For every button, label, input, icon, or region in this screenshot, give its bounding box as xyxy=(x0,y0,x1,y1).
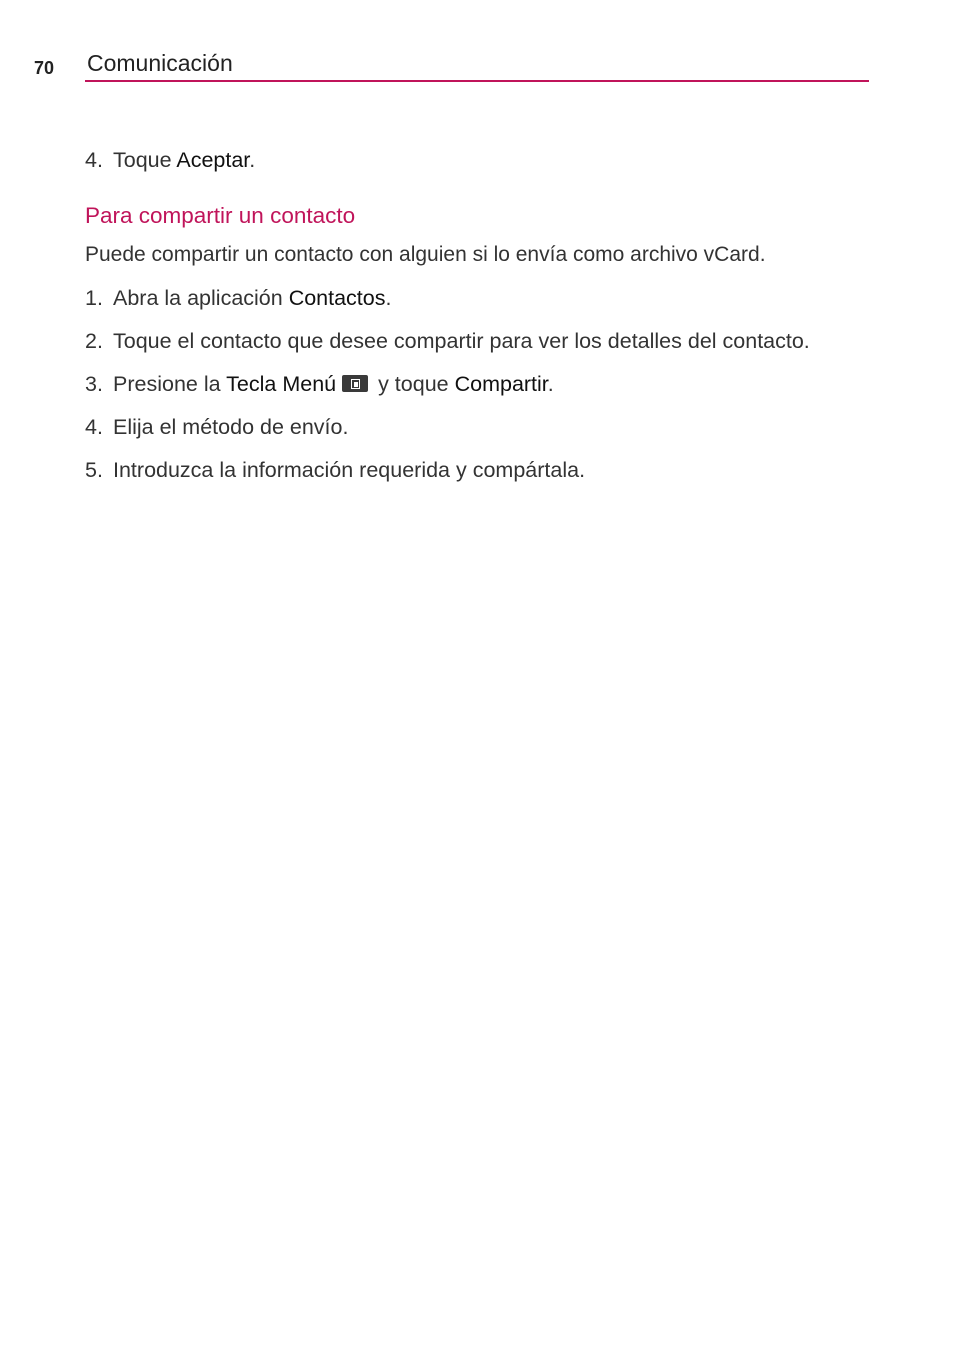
step-keyword: Tecla Menú xyxy=(226,372,337,396)
step-text-middle: y toque xyxy=(372,372,455,396)
step-text: Introduzca la información requerida y compártala. xyxy=(113,458,586,482)
step-number: 4. xyxy=(85,148,103,172)
step-keyword: Aceptar xyxy=(176,148,250,172)
section-title: Comunicación xyxy=(87,50,233,76)
step-text-end: . xyxy=(249,148,256,172)
list-item xyxy=(85,413,885,441)
page-number: 70 xyxy=(34,58,55,78)
step-text: Elija el método de envío. xyxy=(113,415,349,439)
list-item xyxy=(85,456,885,484)
step-text: Presione la xyxy=(113,372,227,396)
step-text: Abra la aplicación xyxy=(113,286,289,310)
step-text-end: . xyxy=(385,286,392,310)
step-number: 2. xyxy=(85,329,103,353)
step-number: 5. xyxy=(85,458,103,482)
step-text: Toque xyxy=(113,148,177,172)
subsection-heading: Para compartir un contacto xyxy=(85,203,356,228)
menu-key-icon xyxy=(342,375,368,392)
page-content xyxy=(85,146,885,484)
list-item xyxy=(85,370,885,398)
step-keyword-2: Compartir xyxy=(454,372,548,396)
step-text: Toque el contacto que desee compartir para ver los detalles del contacto. xyxy=(113,329,810,353)
list-item xyxy=(85,284,885,312)
previous-step-4 xyxy=(85,146,885,174)
list-item xyxy=(85,327,885,355)
step-number: 4. xyxy=(85,415,103,439)
step-keyword: Contactos xyxy=(288,286,386,310)
header-rule xyxy=(85,80,869,82)
step-number: 1. xyxy=(85,286,103,310)
step-number: 3. xyxy=(85,372,103,396)
steps-list xyxy=(85,284,885,484)
step-text-end: . xyxy=(547,372,554,396)
subsection-intro: Puede compartir un contacto con alguien si lo envía como archivo vCard. xyxy=(85,243,766,266)
